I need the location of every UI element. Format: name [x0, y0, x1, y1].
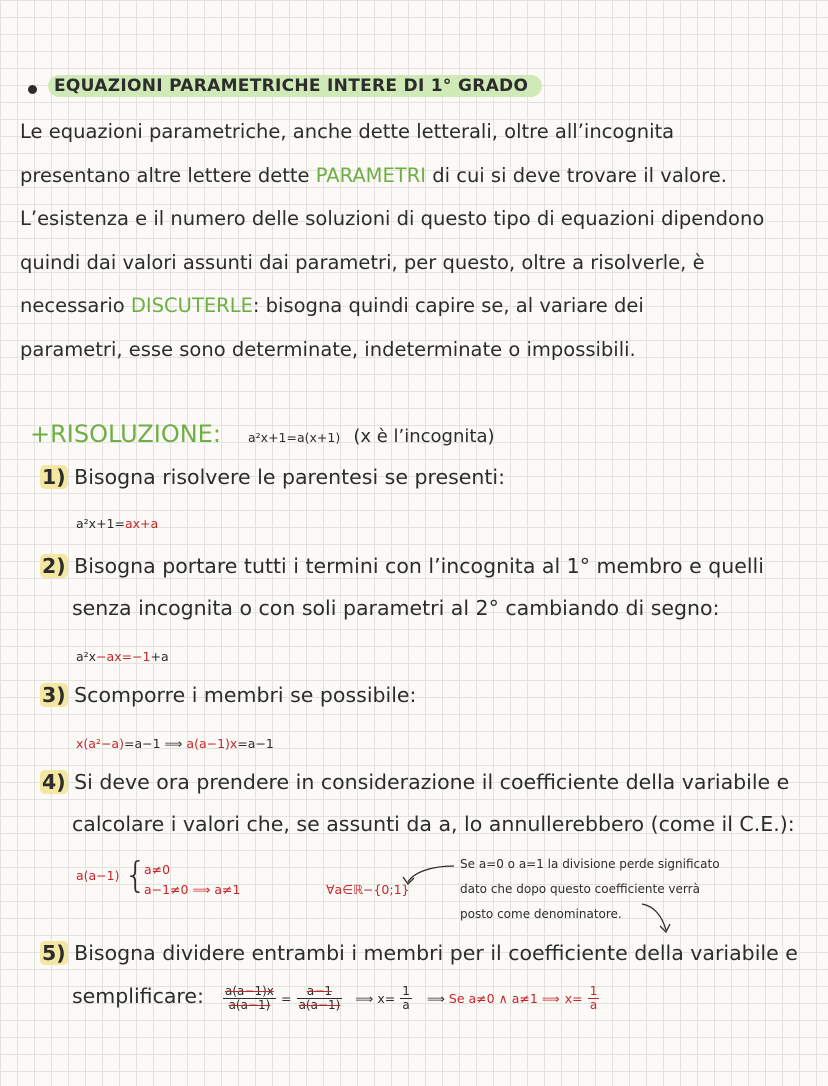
step-4	[40, 770, 789, 794]
intro-paragraph	[20, 110, 764, 371]
intro-line-1: Le equazioni parametriche, anche dette letterali, oltre all’incognita	[20, 120, 675, 143]
fraction-2: $\frac{a-1}{a(a-1)}$	[298, 984, 341, 1012]
step-4-domain: ∀a∈ℝ−{0;1}	[326, 882, 410, 897]
step-4-text-line-2: calcolare i valori che, se assunti da a, lo annullerebbero (come il C.E.):	[72, 812, 795, 836]
step-3-number: 3)	[42, 683, 66, 707]
step-1	[40, 465, 505, 489]
step-2-equation: a²x−ax=−1+a	[76, 649, 169, 664]
step-1-equation: a²x+1=ax+a	[76, 516, 159, 531]
title-highlight: EQUAZIONI PARAMETRICHE INTERE DI 1° GRADO	[48, 75, 542, 97]
intro-line-6: parametri, esse sono determinate, indeterminate o impossibili.	[20, 337, 636, 361]
step-5-result: x=	[564, 991, 583, 1006]
step-5-number: 5)	[42, 941, 66, 965]
risoluzione-label: +RISOLUZIONE:	[30, 420, 221, 448]
implies-2: ⟹	[427, 991, 449, 1006]
risoluzione-note: (x è l’incognita)	[353, 426, 495, 447]
step-3-equation: x(a²−a)=a−1 ⟹ a(a−1)x=a−1	[76, 736, 274, 751]
fraction-3: $\frac{1}{a}$	[402, 984, 410, 1012]
bullet-dot	[28, 85, 37, 94]
step-4-coefficient: a(a−1)	[76, 868, 120, 883]
intro-line-2: presentano altre lettere dette PARAMETRI di cui si deve trovare il valore.	[20, 163, 727, 187]
page-title	[48, 76, 542, 96]
step-5-condition: Se a≠0 ∧ a≠1 ⟹	[448, 991, 560, 1006]
step-2-text-line-2: senza incognita o con soli parametri al 2° cambiando di segno:	[72, 596, 720, 620]
arrow-icon	[392, 858, 462, 898]
step-4-condition-2: a−1≠0 ⟹ a≠1	[144, 882, 241, 897]
step-3	[40, 683, 416, 707]
arrow-down-icon	[638, 898, 678, 938]
curly-brace-icon: {	[124, 855, 147, 896]
step-4-note-line-1: Se a=0 o a=1 la divisione perde significato	[460, 857, 720, 871]
implies-1: ⟹ x=	[355, 991, 396, 1006]
step-2-number: 2)	[42, 554, 66, 578]
step-2	[40, 554, 764, 578]
step-4-text-line-1: Si deve ora prendere in considerazione il coefficiente della variabile e	[74, 770, 790, 794]
step-5-text-line-2: semplificare:	[72, 984, 204, 1008]
intro-line-5: necessario DISCUTERLE: bisogna quindi capire se, al variare dei	[20, 294, 644, 317]
step-4-note-line-3: posto come denominatore.	[460, 907, 622, 921]
intro-line-4: quindi dai valori assunti dai parametri, per questo, oltre a risolverle, è	[20, 250, 705, 274]
equals-sign: =	[280, 991, 292, 1006]
risoluzione-header	[30, 420, 495, 448]
fraction-4: $\frac{1}{a}$	[589, 984, 598, 1012]
step-3-text: Scomporre i membri se possibile:	[74, 683, 417, 707]
fraction-1: $\frac{a(a-1)x}{a(a-1)}$	[225, 984, 274, 1012]
step-5-text-line-1: Bisogna dividere entrambi i membri per il coefficiente della variabile e	[74, 941, 798, 965]
keyword-parametri: PARAMETRI	[315, 163, 427, 187]
step-4-condition-1: a≠0	[144, 862, 171, 877]
step-4-note	[460, 852, 720, 927]
step-2-text-line-1: Bisogna portare tutti i termini con l’incognita al 1° membro e quelli	[74, 554, 764, 578]
keyword-discuterle: DISCUTERLE	[130, 294, 253, 317]
step-4-number: 4)	[42, 770, 66, 794]
step-1-text: Bisogna risolvere le parentesi se presenti:	[74, 465, 505, 489]
risoluzione-equation: a²x+1=a(x+1)	[248, 430, 341, 445]
step-5	[40, 941, 798, 965]
step-4-note-line-2: dato che dopo questo coefficiente verrà	[460, 882, 700, 896]
step-5-row	[72, 984, 599, 1012]
intro-line-3: L’esistenza e il numero delle soluzioni di questo tipo di equazioni dipendono	[20, 207, 765, 230]
step-1-number: 1)	[42, 465, 66, 489]
